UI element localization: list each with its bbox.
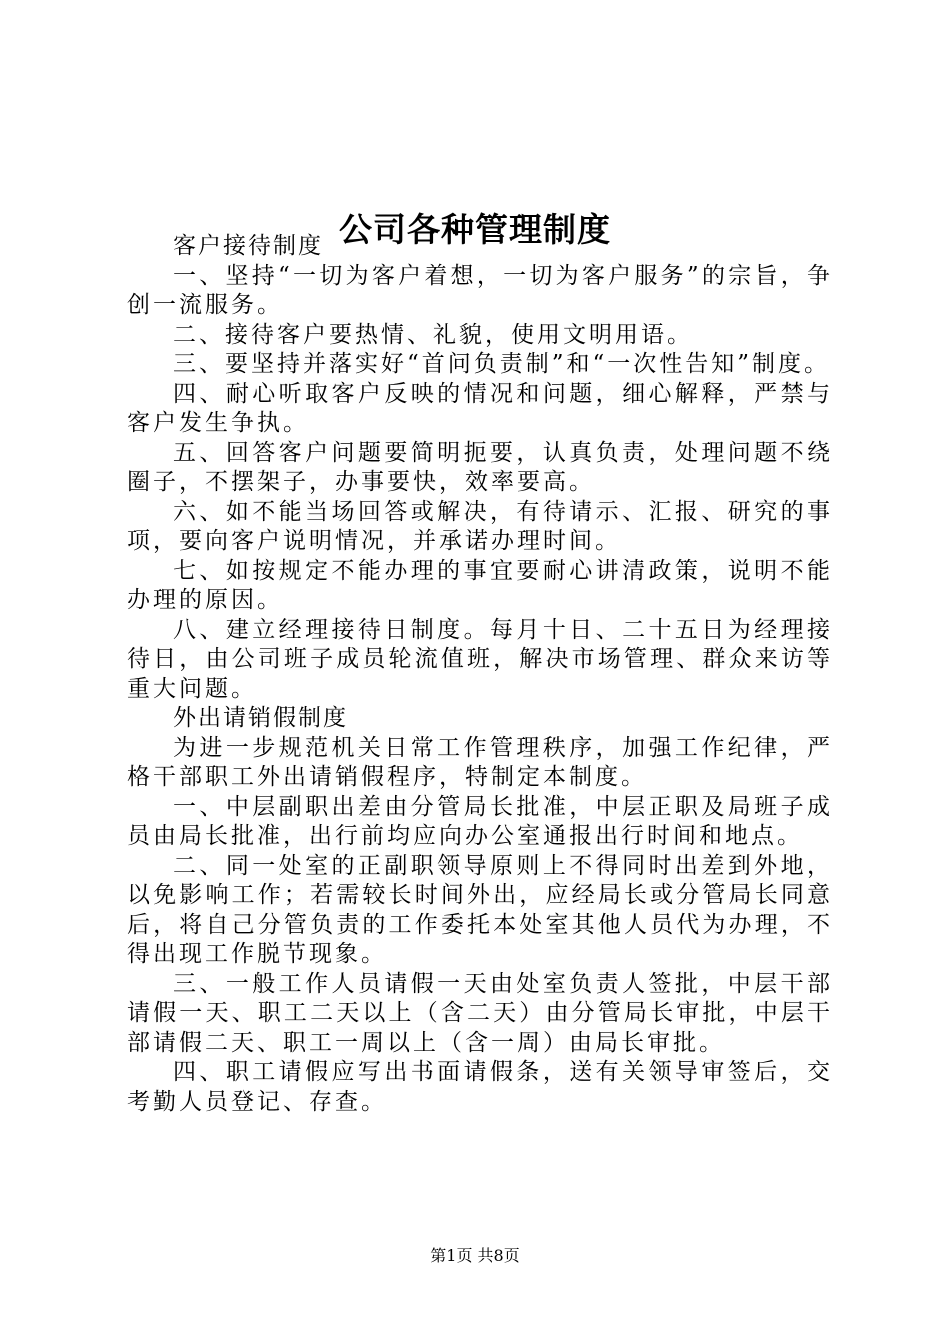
paragraph: 三、要坚持并落实好“首问负责制”和“一次性告知”制度。 bbox=[173, 351, 831, 377]
section-heading-leave: 外出请销假制度 bbox=[173, 705, 348, 731]
paragraph: 一、坚持“一切为客户着想，一切为客户服务”的宗旨，争创一流服务。 bbox=[127, 262, 833, 318]
section-heading-reception: 客户接待制度 bbox=[173, 233, 323, 259]
paragraph: 二、同一处室的正副职领导原则上不得同时出差到外地，以免影响工作；若需较长时间外出，应经局长或分管局长同意后，将自己分管负责的工作委托本处室其他人员代为办理，不得出现工作脱节现象。 bbox=[127, 852, 833, 967]
page-number-footer: 第1页 共8页 bbox=[430, 1246, 520, 1265]
paragraph: 六、如不能当场回答或解决，有待请示、汇报、研究的事项，要向客户说明情况，并承诺办理时间。 bbox=[127, 498, 833, 554]
page-title: 公司各种管理制度 bbox=[339, 210, 611, 250]
paragraph: 四、职工请假应写出书面请假条，送有关领导审签后，交考勤人员登记、存查。 bbox=[127, 1059, 833, 1115]
paragraph: 五、回答客户问题要简明扼要，认真负责，处理问题不绕圈子，不摆架子，办事要快，效率要高。 bbox=[127, 439, 833, 495]
paragraph: 二、接待客户要热情、礼貌，使用文明用语。 bbox=[173, 321, 693, 348]
paragraph: 为进一步规范机关日常工作管理秩序，加强工作纪律，严格干部职工外出请销假程序，特制定本制度。 bbox=[127, 734, 833, 790]
paragraph: 四、耐心听取客户反映的情况和问题，细心解释，严禁与客户发生争执。 bbox=[127, 380, 833, 436]
paragraph: 三、一般工作人员请假一天由处室负责人签批，中层干部请假一天、职工二天以上（含二天）由分管局长审批，中层干部请假二天、职工一周以上（含一周）由局长审批。 bbox=[127, 970, 833, 1056]
paragraph: 八、建立经理接待日制度。每月十日、二十五日为经理接待日，由公司班子成员轮流值班，解决市场管理、群众来访等重大问题。 bbox=[127, 616, 833, 702]
paragraph: 一、中层副职出差由分管局长批准，中层正职及局班子成员由局长批准，出行前均应向办公室通报出行时间和地点。 bbox=[127, 793, 833, 849]
document-body bbox=[127, 232, 833, 1117]
paragraph: 七、如按规定不能办理的事宜要耐心讲清政策，说明不能办理的原因。 bbox=[127, 557, 833, 613]
